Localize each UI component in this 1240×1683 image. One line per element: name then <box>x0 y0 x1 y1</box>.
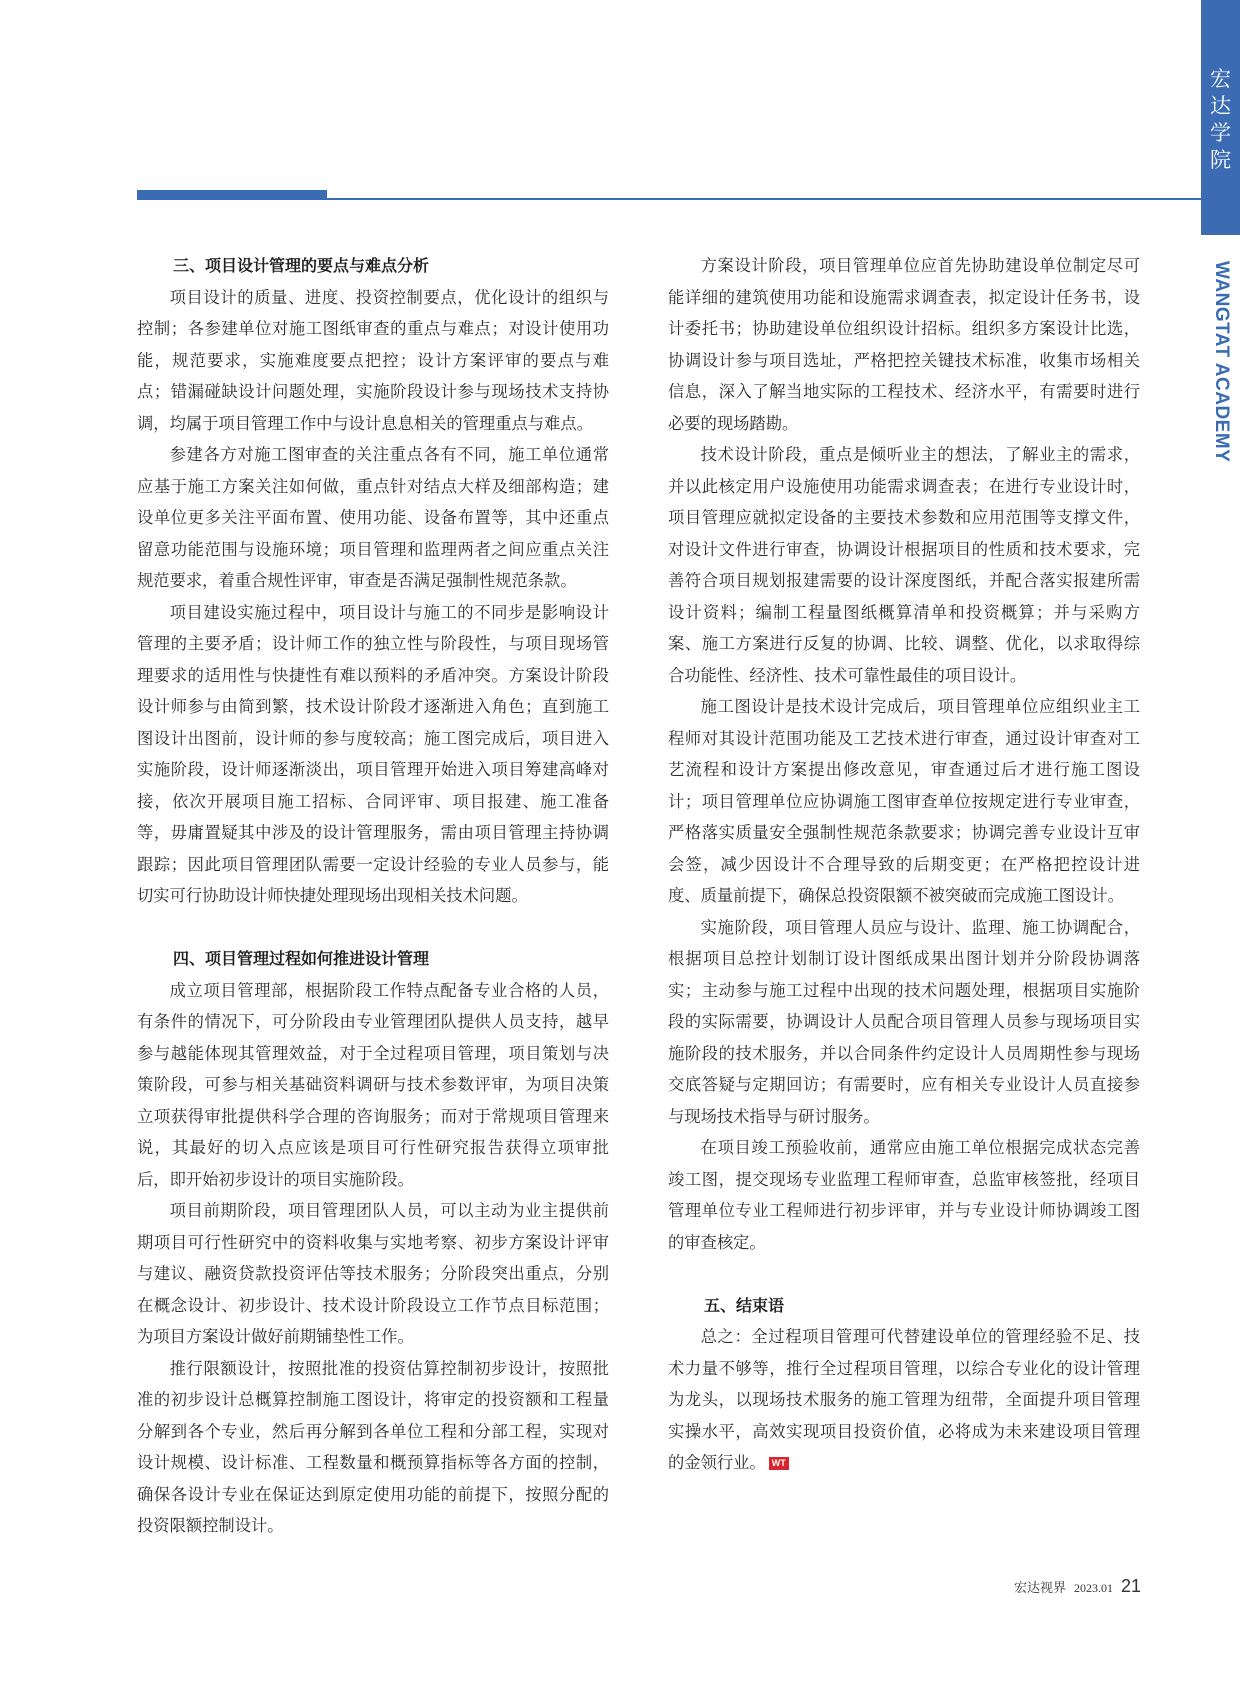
paragraph: 方案设计阶段，项目管理单位应首先协助建设单位制定尽可能详细的建筑使用功能和设施需求调查表，拟定设计任务书，设计委托书；协助建设单位组织设计招标。组织多方案设计比选，协调设计参与项目选址，严格把控关键技术标准，收集市场相关信息，深入了解当地实际的工程技术、经济水平，有需要时进行必要的现场踏勘。 <box>668 256 1140 433</box>
end-mark-logo: WT <box>769 1457 789 1470</box>
paragraph: 推行限额设计，按照批准的投资估算控制初步设计，按照批准的初步设计总概算控制施工图设计，将审定的投资额和工程量分解到各个专业，然后再分解到各单位工程和分部工程，实现对设计规模、设计标准、工程数量和概预算指标等各方面的控制，确保各设计专业在保证达到原定使用功能的前提下，按照分配的投资限额控制设计。 <box>137 1358 609 1535</box>
section-5-heading: 五、结束语 <box>704 1295 785 1315</box>
section-tab <box>1201 0 1240 235</box>
right-column <box>668 250 1140 1479</box>
paragraph: 项目前期阶段，项目管理团队人员，可以主动为业主提供前期项目可行性研究中的资料收集与实地考察、初步方案设计评审与建议、融资贷款投资评估等技术服务；分阶段突出重点，分别在概念设计、初步设计、技术设计阶段设立工作节点目标范围；为项目方案设计做好前期铺垫性工作。 <box>137 1201 609 1346</box>
header-rule <box>137 198 1201 200</box>
section-tab-label: 宏达学院 <box>1210 67 1231 172</box>
issue-number: 2023.01 <box>1074 1581 1114 1595</box>
conclusion-text: 总之：全过程项目管理可代替建设单位的管理经验不足、技术力量不够等，推行全过程项目管理，以综合专业化的设计管理为龙头，以现场技术服务的施工管理为纽带，全面提升项目管理实操水平，高效实现项目投资价值，必将成为未来建设项目管理的金领行业。 <box>668 1327 1140 1472</box>
paragraph: 技术设计阶段，重点是倾听业主的想法，了解业主的需求，并以此核定用户设施使用功能需求调查表；在进行专业设计时，项目管理应就拟定设备的主要技术参数和应用范围等支撑文件，对设计文件进行审查，协调设计根据项目的性质和技术要求，完善符合项目规划报建需要的设计深度图纸，并配合落实报建所需设计资料；编制工程量图纸概算清单和投资概算；并与采购方案、施工方案进行反复的协调、比较、调整、优化，以求取得综合功能性、经济性、技术可靠性最佳的项目设计。 <box>668 445 1140 685</box>
paragraph: 参建各方对施工图审查的关注重点各有不同，施工单位通常应基于施工方案关注如何做，重点针对结点大样及细部构造；建设单位更多关注平面布置、使用功能、设备布置等，其中还重点留意功能范围与设施环境；项目管理和监理两者之间应重点关注规范要求，着重合规性评审，审查是否满足强制性规范条款。 <box>137 445 609 590</box>
left-column <box>137 250 609 1542</box>
page-number: 21 <box>1121 1576 1142 1596</box>
academy-name-text: WANGTAT ACADEMY <box>1211 261 1232 463</box>
paragraph: 项目建设实施过程中，项目设计与施工的不同步是影响设计管理的主要矛盾；设计师工作的独立性与阶段性，与项目现场管理要求的适用性与快捷性有难以预料的矛盾冲突。方案设计阶段设计师参与由简到繁，技术设计阶段才逐渐进入角色；直到施工图设计出图前，设计师的参与度较高；施工图完成后，项目进入实施阶段，设计师逐渐淡出，项目管理开始进入项目筹建高峰对接，依次开展项目施工招标、合同评审、项目报建、施工准备等，毋庸置疑其中涉及的设计管理服务，需由项目管理主持协调跟踪；因此项目管理团队需要一定设计经验的专业人员参与，能切实可行协助设计师快捷处理现场出现相关技术问题。 <box>137 602 609 905</box>
magazine-name: 宏达视界 <box>1014 1581 1067 1596</box>
academy-name-vertical <box>1202 247 1240 477</box>
section-4-heading: 四、项目管理过程如何推进设计管理 <box>173 949 430 968</box>
paragraph: 实施阶段，项目管理人员应与设计、监理、施工协调配合，根据项目总控计划制订设计图纸成果出图计划并分阶段协调落实；主动参与施工过程中出现的技术问题处理，根据项目实施阶段的实际需要，协调设计人员配合项目管理人员参与现场项目实施阶段的技术服务，并以合同条件约定设计人员周期性参与现场交底答疑与定期回访；有需要时，应有相关专业设计人员直接参与现场技术指导与研讨服务。 <box>668 917 1140 1126</box>
paragraph: 在项目竣工预验收前，通常应由施工单位根据完成状态完善竣工图，提交现场专业监理工程师审查，总监审核签批，经项目管理单位专业工程师进行初步评审，并与专业设计师协调竣工图的审查核定。 <box>668 1138 1140 1252</box>
paragraph: 施工图设计是技术设计完成后，项目管理单位应组织业主工程师对其设计范围功能及工艺技术进行审查，通过设计审查对工艺流程和设计方案提出修改意见，审查通过后才进行施工图设计；项目管理单位应协调施工图审查单位按规定进行专业审查，严格落实质量安全强制性规范条款要求；协调完善专业设计互审会签，减少因设计不合理导致的后期变更；在严格把控设计进度、质量前提下，确保总投资限额不被突破而完成施工图设计。 <box>668 697 1140 905</box>
paragraph: 项目设计的质量、进度、投资控制要点，优化设计的组织与控制；各参建单位对施工图纸审查的重点与难点；对设计使用功能，规范要求，实施难度要点把控；设计方案评审的要点与难点；错漏碰缺设计问题处理，实施阶段设计参与现场技术支持协调，均属于项目管理工作中与设计息息相关的管理重点与难点。 <box>137 287 609 433</box>
conclusion-paragraph <box>668 1321 1140 1479</box>
paragraph: 成立项目管理部，根据阶段工作特点配备专业合格的人员，有条件的情况下，可分阶段由专业管理团队提供人员支持，越早参与越能体现其管理效益，对于全过程项目管理，项目策划与决策阶段，可参与相关基础资料调研与技术参数评审，为项目决策立项获得审批提供科学合理的咨询服务；而对于常规项目管理来说，其最好的切入点应该是项目可行性研究报告获得立项审批后，即开始初步设计的项目实施阶段。 <box>137 980 609 1189</box>
section-3-heading: 三、项目设计管理的要点与难点分析 <box>173 256 430 275</box>
page-footer <box>1014 1576 1141 1597</box>
